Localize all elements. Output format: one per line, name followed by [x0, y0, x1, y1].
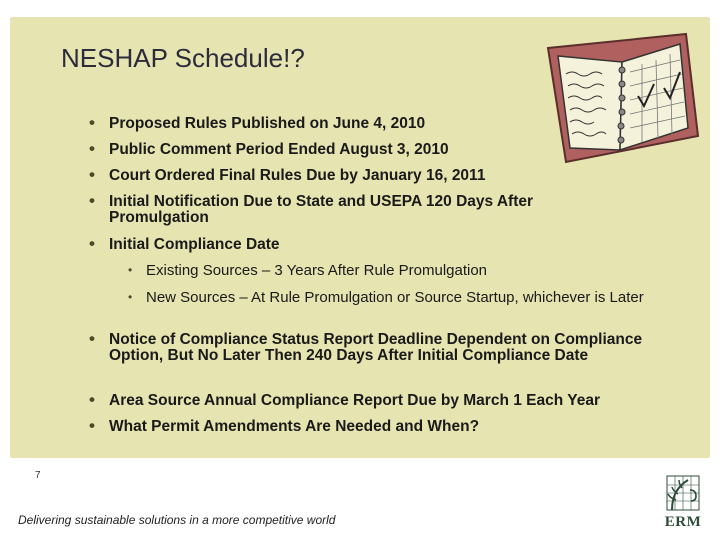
page-number: 7 — [35, 470, 41, 481]
sub-bullet-item: • New Sources – At Rule Promulgation or Source Startup, whichever is Later — [128, 289, 644, 306]
bullet-item: • Notice of Compliance Status Report Deadline Dependent on Compliance Option, But No Later Then 240 Days After Initial Compliance Date — [89, 329, 643, 364]
footer-tagline: Delivering sustainable solutions in a more competitive world — [18, 513, 336, 527]
erm-fern-logo-icon — [658, 474, 708, 514]
bullet-item: • Public Comment Period Ended August 3, 2010 — [89, 139, 449, 158]
sub-bullet-dot-icon: • — [128, 263, 133, 277]
sub-bullet-item: • Existing Sources – 3 Years After Rule Promulgation — [128, 262, 488, 279]
bullet-dot-icon: • — [89, 165, 95, 184]
bullet-item: • What Permit Amendments Are Needed and When? — [89, 416, 480, 435]
bullet-dot-icon: • — [89, 191, 95, 210]
bullet-dot-icon: • — [89, 113, 95, 132]
bullet-dot-icon: • — [89, 390, 95, 409]
bullet-dot-icon: • — [89, 139, 95, 158]
bullet-item: • Initial Notification Due to State and USEPA 120 Days After Promulgation — [89, 191, 534, 226]
bullet-dot-icon: • — [89, 234, 95, 253]
erm-logo-text: ERM — [664, 514, 702, 530]
sub-bullet-dot-icon: • — [128, 290, 133, 304]
bullet-item: • Proposed Rules Published on June 4, 2010 — [89, 113, 426, 132]
bullet-item: • Court Ordered Final Rules Due by January 16, 2011 — [89, 165, 486, 184]
bullet-item: • Initial Compliance Date — [89, 234, 280, 253]
bullet-item: • Area Source Annual Compliance Report Due by March 1 Each Year — [89, 390, 600, 409]
bullet-dot-icon: • — [89, 329, 95, 348]
bullet-dot-icon: • — [89, 416, 95, 435]
slide-title: NESHAP Schedule!? — [61, 43, 305, 73]
erm-logo — [658, 474, 708, 530]
